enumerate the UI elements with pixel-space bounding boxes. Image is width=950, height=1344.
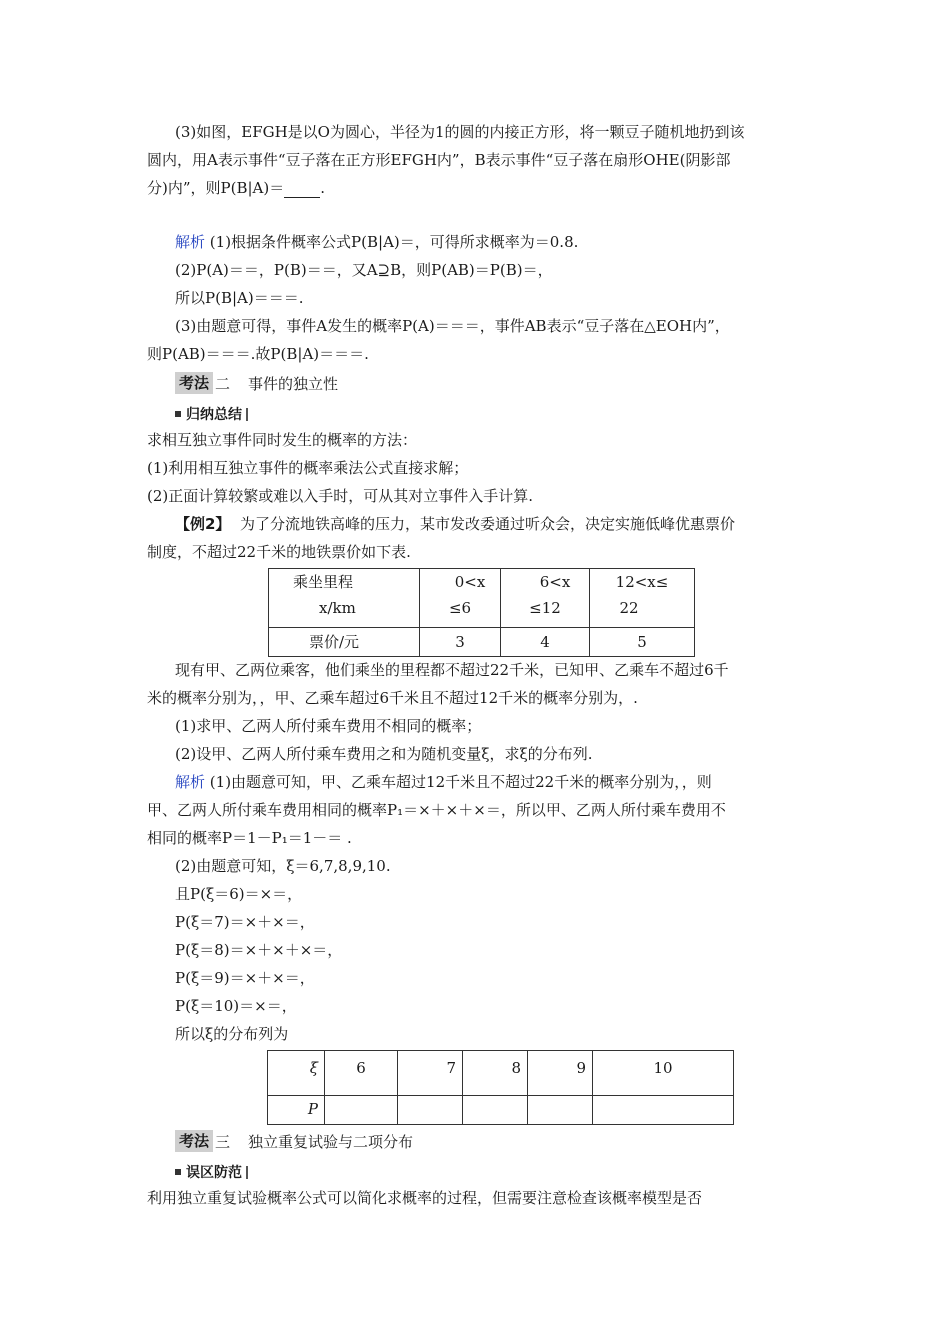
bar-marker-icon — [246, 408, 248, 421]
pitfall-line-1: 利用独立重复试验概率公式可以简化求概率的过程，但需要注意检查该概率模型是否 — [147, 1189, 703, 1207]
summary-line-2: (1)利用相互独立事件的概率乘法公式直接求解； — [147, 459, 469, 477]
fare-table — [268, 568, 695, 657]
table-cell: 8 — [463, 1051, 528, 1096]
header-text: 乘坐里程 — [293, 573, 354, 591]
pitfall-heading — [175, 1162, 248, 1182]
table-cell: 6 — [325, 1051, 398, 1096]
solution-1-text-1: (1)根据条件概率公式P(B|A)＝，可得所求概率为＝0.8. — [209, 233, 579, 251]
square-bullet-icon — [175, 411, 181, 417]
header-text: 0<x — [454, 573, 486, 591]
method-number: 三 — [215, 1132, 231, 1151]
solution-1-line-5: 则P(AB)＝＝＝.故P(B|A)＝＝＝. — [147, 345, 369, 363]
table-cell — [420, 569, 501, 628]
table-cell: P — [268, 1096, 325, 1125]
table-row — [268, 1096, 734, 1125]
method-title: 事件的独立性 — [248, 374, 339, 393]
summary-heading-text: 归纳总结 — [186, 407, 242, 423]
summary-line-3: (2)正面计算较繁或难以入手时，可从其对立事件入手计算. — [147, 487, 534, 505]
solution-label: 解析 — [175, 773, 206, 791]
solution-1-line-2: (2)P(A)＝＝，P(B)＝＝，又A⊇B，则P(AB)＝P(B)＝， — [175, 261, 553, 279]
method-title: 独立重复试验与二项分布 — [248, 1132, 414, 1151]
answer-blank — [284, 182, 320, 198]
method-tag: 考法 — [175, 1130, 213, 1152]
square-bullet-icon — [175, 1169, 181, 1175]
solution-1-line-4: (3)由题意可得，事件A发生的概率P(A)＝＝＝，事件AB表示“豆子落在△EOH内”， — [175, 317, 730, 335]
table-row — [269, 628, 695, 657]
table-cell — [398, 1096, 463, 1125]
distribution-table — [267, 1050, 734, 1125]
table-cell: 9 — [528, 1051, 593, 1096]
table-cell: 7 — [398, 1051, 463, 1096]
solution-2-line-1 — [175, 772, 712, 792]
table-cell: 3 — [420, 628, 501, 657]
solution-2-line-4: (2)由题意可知，ξ＝6,7,8,9,10. — [175, 857, 391, 875]
solution-1-line-1 — [175, 232, 578, 252]
bar-marker-icon — [246, 1166, 248, 1179]
method-tag: 考法 — [175, 372, 213, 394]
q3-line-2: 圆内，用A表示事件“豆子落在正方形EFGH内”，B表示事件“豆子落在扇形OHE(阴影部 — [147, 151, 731, 169]
table-cell: 10 — [593, 1051, 734, 1096]
summary-line-1: 求相互独立事件同时发生的概率的方法： — [147, 431, 418, 449]
table-cell: 4 — [501, 628, 590, 657]
example-2-body-1: 现有甲、乙两位乘客，他们乘坐的里程都不超过22千米，已知甲、乙乘车不超过6千 — [175, 661, 729, 679]
q3-line-3-text: 分)内”，则P(B|A)＝ — [147, 179, 285, 197]
table-cell: ξ — [268, 1051, 325, 1096]
method-3-heading — [175, 1130, 413, 1152]
solution-2-line-10: 所以ξ的分布列为 — [175, 1025, 289, 1043]
table-cell — [463, 1096, 528, 1125]
solution-2-line-6: P(ξ＝7)＝×＋×＝， — [175, 913, 315, 931]
solution-1-line-3: 所以P(B|A)＝＝＝. — [175, 289, 304, 307]
method-2-heading — [175, 372, 338, 394]
table-cell — [593, 1096, 734, 1125]
solution-label: 解析 — [175, 233, 206, 251]
header-text: x/km — [319, 599, 356, 617]
q3-line-3 — [147, 178, 325, 198]
example-2-body-3: (1)求甲、乙两人所付乘车费用不相同的概率； — [175, 717, 482, 735]
solution-2-line-2: 甲、乙两人所付乘车费用相同的概率P₁＝×＋×＋×＝，所以甲、乙两人所付乘车费用不 — [147, 801, 726, 819]
solution-2-line-3: 相同的概率P＝1－P₁＝1－＝ . — [147, 829, 352, 847]
solution-2-line-9: P(ξ＝10)＝×＝， — [175, 997, 297, 1015]
table-row — [268, 1051, 734, 1096]
pitfall-heading-text: 误区防范 — [186, 1165, 242, 1181]
table-cell — [501, 569, 590, 628]
table-cell — [528, 1096, 593, 1125]
table-cell — [269, 569, 420, 628]
example-2-line-1 — [175, 514, 735, 534]
table-cell: 5 — [590, 628, 695, 657]
example-2-text-1: 为了分流地铁高峰的压力，某市发改委通过听众会，决定实施低峰优惠票价 — [239, 515, 735, 533]
table-cell — [590, 569, 695, 628]
header-text: ≤6 — [448, 599, 472, 617]
solution-2-line-5: 且P(ξ＝6)＝×＝， — [175, 885, 303, 903]
header-text: 12<x≤ — [615, 573, 669, 591]
table-cell — [325, 1096, 398, 1125]
example-2-body-2: 米的概率分别为，，甲、乙乘车超过6千米且不超过12千米的概率分别为，. — [147, 689, 638, 707]
solution-2-text-1: (1)由题意可知，甲、乙乘车超过12千米且不超过22千米的概率分别为，，则 — [209, 773, 712, 791]
example-label: 【例2】 — [175, 515, 231, 533]
solution-2-line-8: P(ξ＝9)＝×＋×＝， — [175, 969, 315, 987]
table-row — [269, 569, 695, 628]
header-text: 22 — [619, 599, 639, 617]
method-number: 二 — [215, 374, 231, 393]
example-2-body-4: (2)设甲、乙两人所付乘车费用之和为随机变量ξ，求ξ的分布列. — [175, 745, 593, 763]
q3-line-1: (3)如图，EFGH是以O为圆心，半径为1的圆的内接正方形，将一颗豆子随机地扔到该 — [175, 123, 745, 141]
header-text: ≤12 — [529, 599, 561, 617]
q3-line-3-end: . — [320, 179, 326, 197]
summary-heading — [175, 404, 248, 424]
example-2-line-2: 制度，不超过22千米的地铁票价如下表. — [147, 543, 411, 561]
header-text: 6<x — [539, 573, 571, 591]
table-cell: 票价/元 — [269, 628, 420, 657]
solution-2-line-7: P(ξ＝8)＝×＋×＋×＝， — [175, 941, 343, 959]
